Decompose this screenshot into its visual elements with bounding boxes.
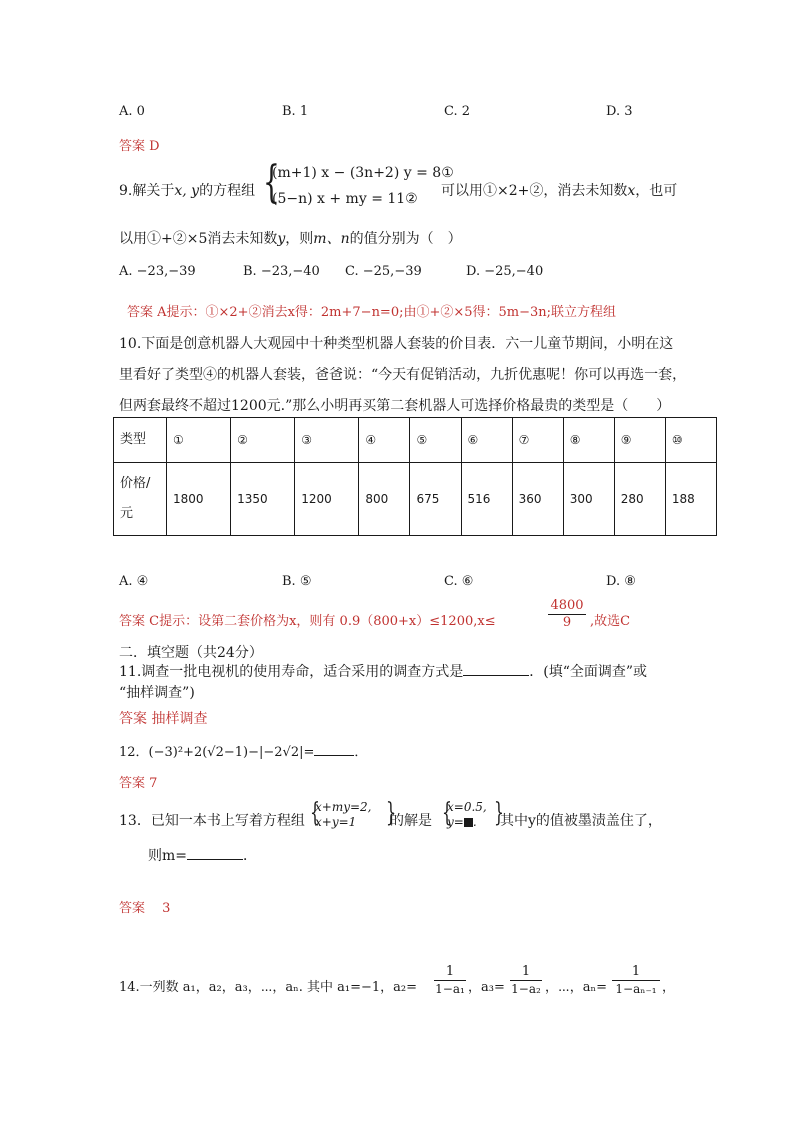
q9-line2b: ，则 [285, 231, 314, 247]
price-cell: 280 [614, 463, 665, 536]
q9-eq2: (5−n) x + my = 11② [272, 191, 418, 207]
q9-line2a: 以用①+②×5消去未知数 [119, 231, 278, 247]
q9-option-c: C. −25,−39 [345, 264, 422, 279]
q14-frac-a2-den: 1−a₁ [435, 982, 465, 996]
q11-line1b: ．(填“全面调查”或 [529, 664, 648, 680]
q9-option-d: D. −25,−40 [466, 264, 544, 279]
q10-answer-num: 4800 [548, 598, 586, 615]
q14-frac-a3-num: 1 [510, 964, 542, 981]
q14-frac-a3-den: 1−a₂ [511, 982, 541, 996]
type-cell: ⑦ [512, 418, 563, 463]
q13-line2-end: ． [243, 848, 258, 864]
type-cell: ② [231, 418, 295, 463]
price-cell: 516 [461, 463, 512, 536]
q13-sol1: x=0.5, [447, 800, 487, 814]
q10-line3: 但两套最终不超过1200元.”那么小明再买第二套机器人可选择价格最贵的类型是（ ） [119, 398, 671, 414]
q9-tail: ，也可 [635, 183, 678, 199]
q14-intro: 14.一列数 a₁，a₂，a₃，⋯，aₙ. 其中 a₁=−1，a₂= [119, 980, 418, 995]
q13-tail: 其中y的值被墨渍盖住了， [500, 813, 662, 829]
type-cell: ⑤ [410, 418, 461, 463]
price-cell: 1800 [167, 463, 231, 536]
q10-option-a: A. ④ [119, 574, 149, 589]
price-label-cell [114, 463, 167, 536]
q9-intro [119, 180, 255, 200]
type-label-cell: 类型 [114, 418, 167, 463]
q13-brace-icon: { [310, 798, 320, 828]
q12-answer: 答案 7 [119, 776, 158, 791]
type-cell: ⑥ [461, 418, 512, 463]
q13-line2-text: 则m= [148, 848, 188, 864]
type-cell: ④ [359, 418, 410, 463]
q14-frac-a2 [434, 964, 466, 997]
q10-option-d: D. ⑧ [606, 574, 636, 589]
q14-frac-an-den: 1−aₙ₋₁ [615, 982, 657, 996]
q13-eq2: x+y=1 [315, 815, 357, 829]
q9-answer: 答案 A提示：①×2+②消去x得：2m+7−n=0;由①+②×5得：5m−3n;联立方程组 [127, 305, 617, 320]
price-cell: 800 [359, 463, 410, 536]
q11-blank [463, 675, 529, 676]
price-table-price-row [114, 463, 717, 536]
q9-mid-text: 可以用①×2+②，消去未知数 [441, 183, 628, 199]
q9-var-y: y [277, 231, 286, 247]
q14-frac-a3 [510, 964, 542, 997]
q14-sep2: ，⋯，aₙ= [545, 980, 607, 995]
price-cell: 1200 [295, 463, 359, 536]
q9-eq1: (m+1) x − (3n+2) y = 8① [272, 165, 454, 181]
type-cell: ⑧ [563, 418, 614, 463]
q9-option-b: B. −23,−40 [243, 264, 320, 279]
type-cell: ⑩ [665, 418, 716, 463]
q10-answer-den: 9 [562, 615, 572, 630]
q8-option-b: B. 1 [282, 104, 309, 119]
q13-answer: 答案 3 [119, 901, 171, 916]
q10-option-b: B. ⑤ [282, 574, 312, 589]
q10-answer-end: ,故选C [590, 614, 631, 629]
q12-sqrt2: √2 [282, 745, 300, 760]
price-label-line1: 价格/ [120, 476, 151, 491]
price-table [113, 417, 717, 536]
q12-question [119, 741, 367, 760]
q14-sep1: ，a₃= [468, 980, 505, 995]
q8-answer: 答案 D [119, 139, 160, 154]
type-cell: ① [167, 418, 231, 463]
q9-line2 [119, 228, 462, 248]
q9-mid [441, 180, 677, 200]
q14-end: ， [662, 980, 676, 995]
section-2-title: 二．填空题（共24分） [119, 645, 263, 661]
q8-option-c: C. 2 [444, 104, 471, 119]
q9-option-a: A. −23,−39 [119, 264, 196, 279]
q12-part-b: −1)−|−2 [223, 745, 283, 760]
q14-frac-an [612, 964, 660, 997]
q13-sol-brace-icon: { [442, 798, 452, 828]
q10-line1: 10.下面是创意机器人大观园中十种类型机器人套装的价目表．六一儿童节期间，小明在这 [119, 336, 674, 352]
price-table-header-row [114, 418, 717, 463]
q13-eq1: x+my=2, [315, 800, 372, 814]
q11-line2: “抽样调查”) [119, 685, 195, 701]
q13-mid: 的解是 [390, 813, 432, 829]
q12-part-c: |= [299, 745, 315, 760]
q12-sqrt: √2 [207, 745, 224, 760]
price-cell: 360 [512, 463, 563, 536]
price-label-line2: 元 [120, 506, 134, 521]
q8-option-d: D. 3 [606, 104, 633, 119]
q9-intro2: 的方程组 [199, 183, 256, 199]
q13-blank [187, 859, 243, 860]
q11-line1-text: 11.调查一批电视机的使用寿命，适合采用的调查方式是 [119, 664, 464, 680]
q13-brace-right-icon: } [386, 798, 396, 828]
price-cell: 188 [665, 463, 716, 536]
q9-vars-mn: m、n [313, 231, 350, 247]
q9-intro-text: 9.解关于 [119, 183, 175, 199]
price-cell: 300 [563, 463, 614, 536]
q10-answer-fraction [548, 598, 586, 631]
q13-intro: 13．已知一本书上写着方程组 [119, 813, 305, 829]
q13-sol2-text: y= [447, 815, 464, 829]
type-cell: ⑨ [614, 418, 665, 463]
q9-vars: x, y [174, 183, 200, 199]
q11-line1 [119, 661, 647, 681]
q11-answer: 答案 抽样调查 [119, 711, 208, 727]
q12-end: ． [354, 745, 368, 760]
q13-line2 [148, 845, 257, 865]
q9-line2c: 的值分别为（ ） [349, 231, 462, 247]
q10-line2: 里看好了类型④的机器人套装，爸爸说：“今天有促销活动，九折优惠呢！你可以再选一套， [119, 367, 687, 383]
q10-option-c: C. ⑥ [444, 574, 474, 589]
q13-sol-brace-right-icon: } [494, 798, 504, 828]
type-cell: ③ [295, 418, 359, 463]
ink-blot-icon [464, 818, 473, 827]
q9-var-x: x [627, 183, 636, 199]
q12-part-a: 12．(−3)²+2( [119, 745, 208, 760]
q9-brace-icon: { [263, 157, 280, 208]
q8-option-a: A. 0 [119, 104, 145, 119]
q13-sol2: y= . [447, 815, 477, 829]
q10-answer: 答案 C提示：设第二套价格为x，则有 0.9（800+x）≤1200,x≤ [119, 614, 496, 629]
price-cell: 675 [410, 463, 461, 536]
price-cell: 1350 [231, 463, 295, 536]
q12-blank [314, 755, 354, 756]
q14-frac-a2-num: 1 [434, 964, 466, 981]
q14-frac-an-num: 1 [612, 964, 660, 981]
